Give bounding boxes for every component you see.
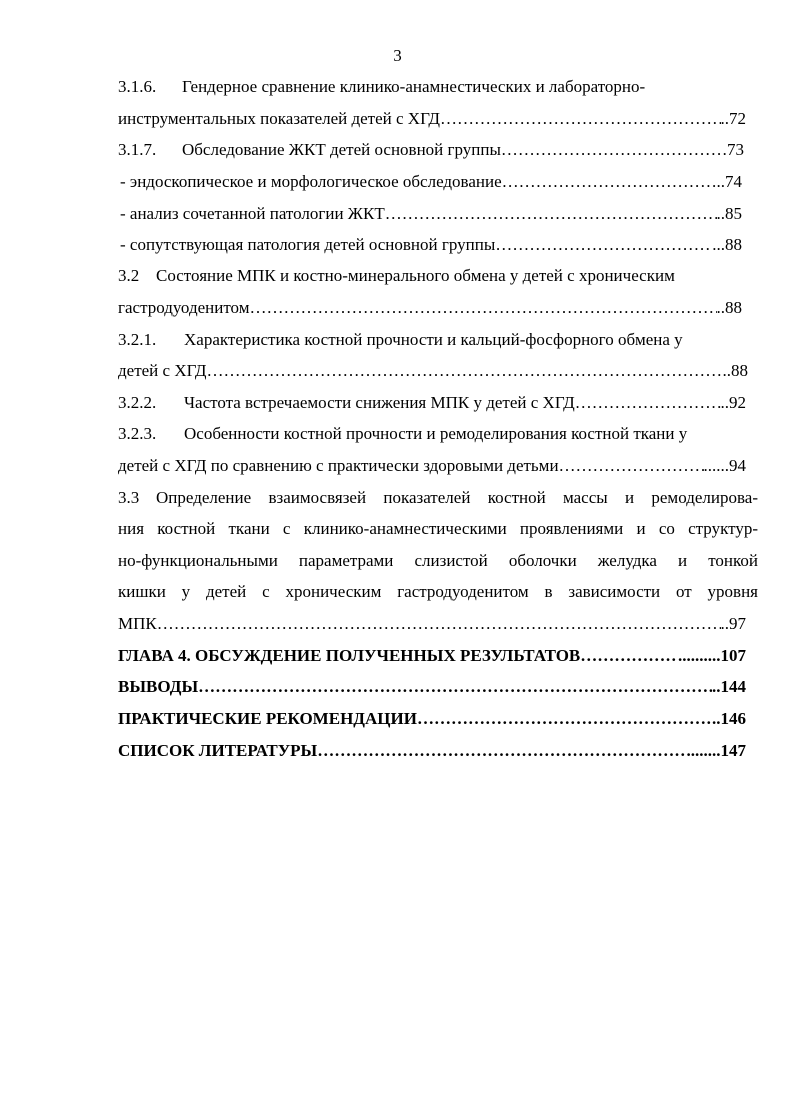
toc-entry-title: Определение взаимосвязей показателей костной массы и ремоделирова- (156, 488, 758, 507)
toc-page-ref: 73 (727, 140, 744, 159)
leader-dots (580, 645, 678, 667)
toc-entry-3-3-line2: ния костной ткани с клинико-анамнестическими проявлениями и со структур- (118, 519, 758, 538)
toc-entry-title: Состояние МПК и костно-минерального обмена у детей с хроническим (156, 266, 675, 285)
toc-entry-title: Гендерное сравнение клинико-анамнестических и лабораторно- (182, 77, 646, 96)
toc-subentry-endoscopy (120, 171, 742, 193)
toc-recommendations (118, 708, 746, 730)
toc-entry-number: 3.2 (118, 266, 140, 285)
leader-dots (207, 360, 723, 382)
toc-subentry-concomitant-pathology (120, 234, 742, 256)
toc-entry-3-3-line1 (118, 487, 758, 509)
leader-dots (249, 297, 716, 319)
leader-dots (440, 108, 720, 130)
toc-entry-title: СПИСОК ЛИТЕРАТУРЫ (118, 741, 318, 760)
toc-page-ref: ..........107 (678, 646, 746, 665)
toc-entry-3-2-line1 (118, 265, 750, 287)
toc-entry-3-2-3-line2 (118, 455, 746, 477)
toc-references (118, 740, 746, 762)
toc-page-ref: ..146 (712, 709, 746, 728)
toc-entry-number: 3.1.7. (118, 140, 157, 159)
toc-entry-3-1-6-line2 (118, 108, 746, 130)
leader-dots (317, 740, 686, 762)
toc-entry-3-2-1-line2 (118, 360, 748, 382)
toc-entry-title: - эндоскопическое и морфологическое обследование (120, 172, 502, 191)
toc-entry-title: ГЛАВА 4. ОБСУЖДЕНИЕ ПОЛУЧЕННЫХ РЕЗУЛЬТАТОВ (118, 646, 581, 665)
toc-page-ref: ..144 (712, 677, 746, 696)
toc-entry-3-3-line3: но-функциональными параметрами слизистой оболочки желудка и тонкой (118, 551, 758, 570)
toc-entry-title: ВЫВОДЫ (118, 677, 199, 696)
toc-entry-title: Частота встречаемости снижения МПК у детей с ХГД (184, 393, 575, 412)
toc-entry-title: - анализ сочетанной патологии ЖКТ (120, 204, 385, 223)
leader-dots (495, 234, 712, 256)
toc-page-ref: ...88 (712, 235, 742, 254)
toc-entry-3-1-6-line1 (118, 76, 750, 98)
toc-entry-title: МПК (118, 614, 157, 633)
toc-entry-3-2-3-line1 (118, 423, 750, 445)
toc-entry-title: Обследование ЖКТ детей основной группы (182, 140, 501, 159)
leader-dots (575, 392, 721, 414)
toc-conclusions (118, 676, 746, 698)
leader-dots (157, 613, 721, 635)
page-number: 3 (393, 46, 402, 65)
toc-entry-number: 3.2.3. (118, 424, 157, 443)
toc-entry-title: гастродуоденитом (118, 298, 250, 317)
toc-subentry-combined-pathology (120, 203, 742, 225)
toc-entry-number: 3.2.2. (118, 393, 157, 412)
leader-dots (501, 139, 727, 161)
toc-entry-title: детей с ХГД по сравнению с практически здоровыми детьми (118, 456, 559, 475)
toc-entry-number: 3.2.1. (118, 330, 157, 349)
toc-page-ref: ......94 (703, 456, 746, 475)
leader-dots (417, 708, 712, 730)
toc-entry-3-3-line4: кишки у детей с хроническим гастродуоденитом в зависимости от уровня (118, 582, 758, 601)
toc-entry-title: ПРАКТИЧЕСКИЕ РЕКОМЕНДАЦИИ (118, 709, 417, 728)
toc-entry-title: инструментальных показателей детей с ХГД (118, 109, 441, 128)
toc-entry-title: Характеристика костной прочности и кальций-фосфорного обмена у (184, 330, 683, 349)
toc-page-ref: ........147 (686, 741, 746, 760)
toc-entry-title: - сопутствующая патология детей основной группы (120, 235, 496, 254)
leader-dots (559, 455, 704, 477)
toc-page-ref: ..92 (720, 393, 746, 412)
toc-chapter-4 (118, 645, 746, 667)
toc-entry-3-2-1-line1 (118, 329, 750, 351)
toc-page-ref: ..97 (720, 614, 746, 633)
toc-entry-3-3-line5 (118, 613, 746, 635)
toc-entry-number: 3.3 (118, 488, 140, 507)
toc-page-ref: ..74 (716, 172, 742, 191)
toc-page-ref: ..88 (722, 361, 748, 380)
leader-dots (198, 676, 712, 698)
toc-entry-3-2-line2 (118, 297, 742, 319)
toc-entry-title: Особенности костной прочности и ремоделирования костной ткани у (184, 424, 688, 443)
toc-page-ref: ..85 (716, 204, 742, 223)
toc-page-ref: ..72 (720, 109, 746, 128)
toc-page-ref: ..88 (716, 298, 742, 317)
leader-dots (502, 171, 717, 193)
toc-entry-3-2-2 (118, 392, 746, 414)
toc-entry-title: детей с ХГД (118, 361, 207, 380)
toc-entry-3-1-7 (118, 139, 744, 161)
toc-entry-number: 3.1.6. (118, 77, 157, 96)
leader-dots (385, 203, 717, 225)
